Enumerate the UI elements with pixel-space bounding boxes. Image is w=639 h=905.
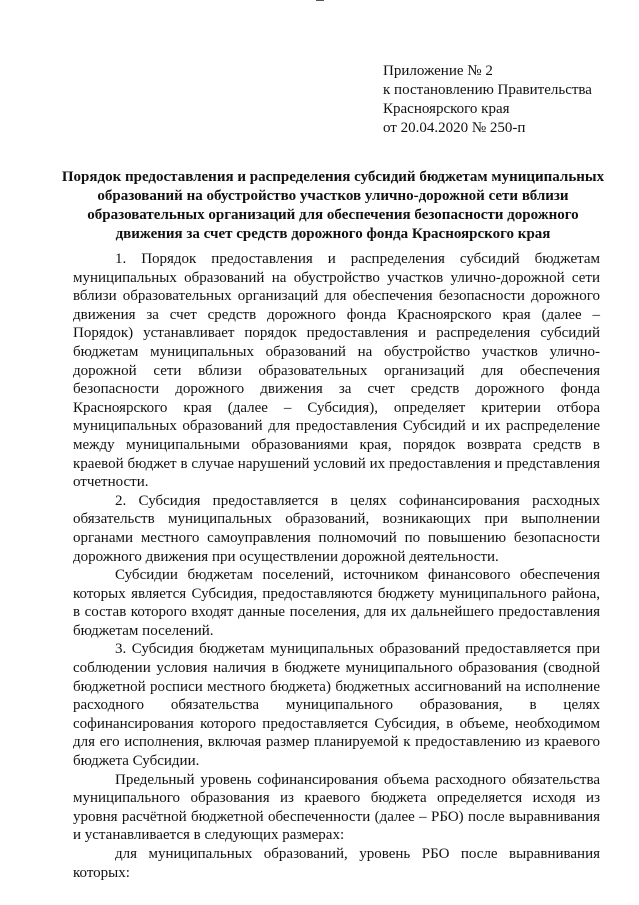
paragraph-2: 2. Субсидия предоставляется в целях софинансирования расходных обязательств муниципальных образований, возникающих при выполнении органами местного самоуправления полномочий по повышению безопасности дорожного движения при осуществлении дорожной деятельности. <box>73 492 600 565</box>
document-title: Порядок предоставления и распределения субсидий бюджетам муниципальных образований на обустройство участков улично-дорожной сети вблизи образовательных организаций для обеспечения безопасности дорожного движения за счет средств дорожного фонда Красноярского края <box>61 169 605 242</box>
paragraph-rbo-level: для муниципальных образований, уровень РБО после выравнивания которых: <box>73 846 600 881</box>
appendix-header <box>383 62 633 138</box>
appendix-date-number: от 20.04.2020 № 250-п <box>383 120 526 136</box>
appendix-resolution: к постановлению Правительства <box>383 82 592 98</box>
appendix-region: Красноярского края <box>383 101 510 117</box>
paragraph-cofinancing-level: Предельный уровень софинансирования объема расходного обязательства муниципального образования из краевого бюджета определяется исходя из уровня расчётной бюджетной обеспеченности (далее – РБО) после выравнивания и устанавливается в следующих размерах: <box>73 771 600 844</box>
appendix-number: Приложение № 2 <box>383 63 493 79</box>
paragraph-3: 3. Субсидия бюджетам муниципальных образований предоставляется при соблюдении условия наличия в бюджете муниципального образования (сводной бюджетной росписи местного бюджета) бюджетных ассигнований на исполнение расходного обязательства муниципального образования, в целях софинансирования которого предоставляется Субсидия, в объеме, необходимом для его исполнения, включая размер планируемой к предоставлению из краевого бюджета Субсидии. <box>73 641 600 770</box>
document-body <box>73 250 600 882</box>
page-top-mark <box>316 0 324 1</box>
paragraph-settlements: Субсидии бюджетам поселений, источником финансового обеспечения которых является Субсидия, предоставляются бюджету муниципального района, в состав которого входят данные поселения, для их дальнейшего предоставления бюджетам поселений. <box>73 567 600 639</box>
paragraph-1: 1. Порядок предоставления и распределения субсидий бюджетам муниципальных образований на обустройство участков улично-дорожной сети вблизи образовательных организаций для обеспечения безопасности дорожного движения за счет средств дорожного фонда Красноярского края (далее – Порядок) устанавливает порядок предоставления и распределения субсидий бюджетам муниципальных образований на обустройство участков улично-дорожной сети вблизи образовательных организаций для обеспечения безопасности дорожного движения за счет средств дорожного фонда Красноярского края (далее – Субсидия), определяет критерии отбора муниципальных образований для предоставления Субсидий и их распределение между муниципальными образованиями края, порядок возврата средств в краевой бюджет в случае нарушений условий их предоставления и представления отчетности. <box>73 251 600 491</box>
